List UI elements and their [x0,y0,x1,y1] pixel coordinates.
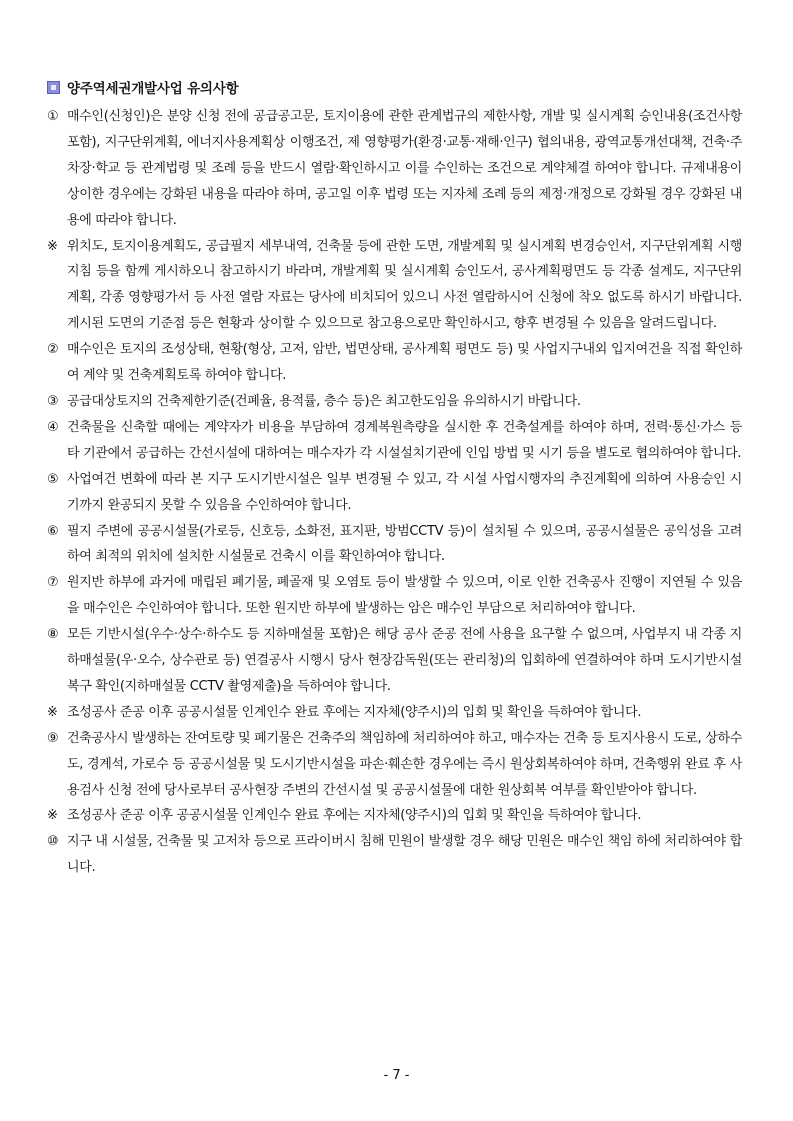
notice-item-3 [47,389,742,415]
notice-item-5 [47,467,742,519]
notice-item-4 [47,415,742,467]
notice-item-6 [47,519,742,571]
notice-item-7 [47,570,742,622]
item-text: 매수인(신청인)은 분양 신청 전에 공급공고문, 토지이용에 관한 관계법규의 제한사항, 개발 및 실시계획 승인내용(조건사항 포함), 지구단위계획, 에너지사용계획상 이행조건, 제 영향평가(환경·교통·재해·인구) 협의내용, 광역교통개선대책, 건축·주차장·학교 등 관계법령 및 조례 등을 반드시 열람·확인하시고 이를 수인하는 조건으로 계약체결 하여야 합니다. 규제내용이 상이한 경우에는 강화된 내용을 따라야 하며, 공고일 이후 법령 또는 지자체 조례 등의 제정·개정으로 강화될 경우 강화된 내용에 따라야 합니다. [67,109,742,228]
item-marker: ① [47,109,59,124]
item-text: 조성공사 준공 이후 공공시설물 인계인수 완료 후에는 지자체(양주시)의 입회 및 확인을 득하여야 합니다. [67,808,642,824]
item-text: 조성공사 준공 이후 공공시설물 인계인수 완료 후에는 지자체(양주시)의 입회 및 확인을 득하여야 합니다. [67,704,642,720]
notice-list [47,104,742,881]
item-marker: ③ [47,393,59,409]
item-text: 위치도, 토지이용계획도, 공급필지 세부내역, 건축물 등에 관한 도면, 개발계획 및 실시계획 변경승인서, 지구단위계획 시행지침 등을 함께 게시하오니 참고하시기 바라며, 개발계획 및 실시계획 승인도서, 공사계획평면도 등 각종 설계도, 지구단위계획, 각종 영향평가서 등 사전 열람 자료는 당사에 비치되어 있으니 사전 열람하시어 신청에 착오 없도록 하시기 바랍니다. 게시된 도면의 기준점 등은 현황과 상이할 수 있으므로 참고용으로만 확인하시고, 향후 변경될 수 있음을 알려드립니다. [67,238,742,332]
notice-note-3 [47,803,742,829]
item-marker: ⑩ [47,834,59,850]
item-marker: ※ [47,704,58,720]
notice-item-1 [47,104,742,234]
notice-note-2 [47,700,742,726]
item-text: 모든 기반시설(우수·상수·하수도 등 지하매설물 포함)은 해당 공사 준공 전에 사용을 요구할 수 없으며, 사업부지 내 각종 지하매설물(우·오수, 상수관로 등) 연결공사 시행시 당사 현장감독원(또는 관리청)의 입회하에 연결하여야 하며 도시기반시설 복구 확인(지하매설물 CCTV 촬영제출)을 득하여야 합니다. [67,627,742,694]
square-bullet-icon [47,81,60,94]
item-marker: ⑨ [47,730,59,746]
notice-item-8 [47,622,742,700]
item-marker: ⑥ [47,523,59,539]
item-marker: ※ [47,808,58,824]
page-number: - 7 - [383,1068,410,1083]
item-marker: ⑦ [47,575,59,591]
item-marker: ② [47,342,59,358]
item-text: 건축물을 신축할 때에는 계약자가 비용을 부담하여 경계복원측량을 실시한 후 건축설계를 하여야 하며, 전력·통신·가스 등 타 기관에서 공급하는 간선시설에 대하여는 매수자가 각 시설설치기관에 인입 방법 및 시기 등을 별도로 협의하여야 합니다. [67,419,742,461]
item-text: 매수인은 토지의 조성상태, 현황(형상, 고저, 암반, 법면상태, 공사계획 평면도 등) 및 사업지구내외 입지여건을 직접 확인하여 계약 및 건축계획토록 하여야 합니다. [67,342,742,384]
section-heading-text: 양주역세권개발사업 유의사항 [67,81,239,97]
item-text: 사업여건 변화에 따라 본 지구 도시기반시설은 일부 변경될 수 있고, 각 시설 사업시행자의 추진계획에 의하여 사용승인 시기까지 완공되지 못할 수 있음을 수인하여야 합니다. [67,471,742,513]
notice-note-1 [47,234,742,338]
section-heading [47,77,238,97]
item-text: 공급대상토지의 건축제한기준(건폐율, 용적률, 층수 등)은 최고한도임을 유의하시기 바랍니다. [67,393,581,409]
item-text: 필지 주변에 공공시설물(가로등, 신호등, 소화전, 표지판, 방범CCTV 등)이 설치될 수 있으며, 공공시설물은 공익성을 고려하여 최적의 위치에 설치한 시설물로 건축시 이를 확인하여야 합니다. [67,523,742,565]
item-marker: ⑧ [47,627,59,643]
item-marker: ※ [47,238,58,254]
item-text: 원지반 하부에 과거에 매립된 폐기물, 폐골재 및 오염토 등이 발생할 수 있으며, 이로 인한 건축공사 진행이 지연될 수 있음을 매수인은 수인하여야 합니다. 또한 원지반 하부에 발생하는 암은 매수인 부담으로 처리하여야 합니다. [67,575,742,617]
notice-item-10 [47,829,742,881]
notice-item-9 [47,726,742,804]
item-marker: ④ [47,419,59,435]
item-text: 건축공사시 발생하는 잔여토량 및 폐기물은 건축주의 책임하에 처리하여야 하고, 매수자는 건축 등 토지사용시 도로, 상하수도, 경계석, 가로수 등 공공시설물 및 도시기반시설을 파손·훼손한 경우에는 즉시 원상회복하여야 하며, 건축행위 완료 후 사용검사 신청 전에 당사로부터 공사현장 주변의 간선시설 및 공공시설물에 대한 원상회복 여부를 확인받아야 합니다. [67,730,742,798]
notice-item-2 [47,337,742,389]
item-marker: ⑤ [47,471,59,487]
item-text: 지구 내 시설물, 건축물 및 고저차 등으로 프라이버시 침해 민원이 발생할 경우 해당 민원은 매수인 책임 하에 처리하여야 합니다. [67,834,742,876]
